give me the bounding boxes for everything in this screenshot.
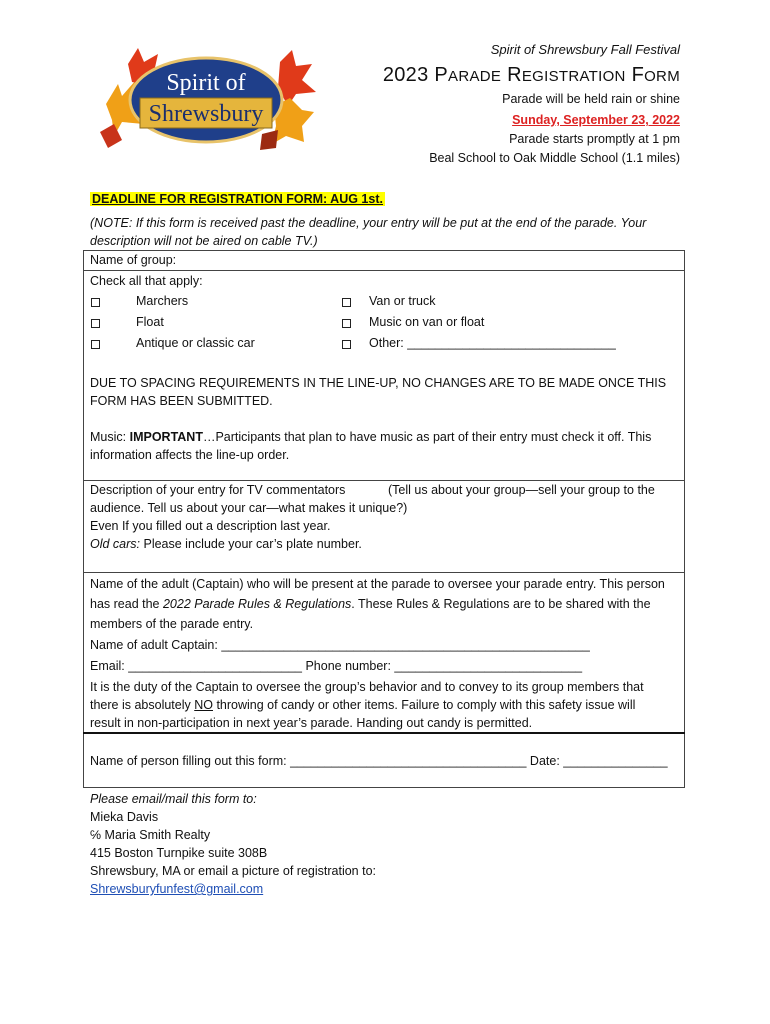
parade-route: Beal School to Oak Middle School (1.1 miles) — [429, 151, 680, 165]
opt-van: Van or truck — [369, 294, 436, 308]
opt-marchers: Marchers — [136, 294, 189, 308]
other-checkbox[interactable] — [342, 340, 351, 349]
desc-line2: audience. Tell us about your car—what makes it unique?) — [90, 501, 408, 515]
logo-line2: Shrewsbury — [148, 101, 264, 127]
start-time: Parade starts promptly at 1 pm — [509, 132, 680, 146]
opt-float: Float — [136, 315, 164, 329]
mail-care-of: ℅ Maria Smith Realty — [90, 828, 211, 842]
form-title: 2023 PARADE REGISTRATION FORM — [382, 64, 680, 86]
music-checkbox[interactable] — [342, 319, 351, 328]
spacing-notice: DUE TO SPACING REQUIREMENTS IN THE LINE-UP, NO CHANGES ARE TO BE MADE ONCE THIS FORM HAS BEEN SUBMITTED. — [90, 376, 667, 408]
email-phone-field[interactable]: Email: _________________________ Phone number: ___________________________ — [90, 659, 583, 673]
festival-name: Spirit of Shrewsbury Fall Festival — [490, 42, 680, 57]
desc-line3: Even If you filled out a description last year. — [90, 519, 331, 533]
divider — [83, 732, 685, 734]
captain-p1: Name of the adult (Captain) who will be present at the parade to oversee your parade entry. This person — [90, 577, 665, 591]
deadline: DEADLINE FOR REGISTRATION FORM: AUG 1st. — [92, 192, 383, 206]
check-label: Check all that apply: — [90, 274, 203, 288]
opt-music: Music on van or float — [369, 315, 485, 329]
mailing-info — [90, 790, 376, 898]
mail-city: Shrewsbury, MA or email a picture of registration to: — [90, 864, 376, 878]
group-name-field[interactable]: Name of group: — [90, 253, 177, 267]
captain-name-field[interactable]: Name of adult Captain: _____________________________________________________ — [90, 638, 590, 652]
mail-recipient: Mieka Davis — [90, 810, 159, 824]
desc-line1: Description of your entry for TV commentators — [90, 483, 346, 497]
marchers-checkbox[interactable] — [91, 298, 100, 307]
parade-date: Sunday, September 23, 2022 — [512, 113, 680, 127]
antique-car-checkbox[interactable] — [91, 340, 100, 349]
opt-other[interactable]: Other: ______________________________ — [369, 336, 616, 350]
desc-line1b: (Tell us about your group—sell your group to the — [388, 483, 655, 497]
email-link[interactable]: Shrewsburyfunfest@gmail.com — [90, 882, 264, 896]
rain-note: Parade will be held rain or shine — [502, 92, 680, 106]
filler-name-date-field[interactable]: Name of person filling out this form: __________________________________ Date: _______________ — [90, 754, 668, 768]
desc-line4: Old cars: Please include your car’s plate number. — [90, 537, 362, 551]
opt-antique: Antique or classic car — [136, 336, 255, 350]
float-checkbox[interactable] — [91, 319, 100, 328]
captain-p3: members of the parade entry. — [90, 617, 254, 631]
duty-line3: result in non-participation in next year’s parade. Handing out candy is permitted. — [90, 716, 533, 730]
mail-street: 415 Boston Turnpike suite 308B — [90, 846, 268, 860]
logo-line1: Spirit of — [166, 70, 246, 96]
music-notice: Music: IMPORTANT…Participants that plan to have music as part of their entry must check it off. This information affects the line-up order. — [90, 430, 652, 462]
captain-p2: has read the 2022 Parade Rules & Regulations. These Rules & Regulations are to be shared with the — [90, 597, 651, 611]
duty-line1: It is the duty of the Captain to oversee the group’s behavior and to convey to its group members that — [90, 680, 644, 694]
van-checkbox[interactable] — [342, 298, 351, 307]
deadline-note: (NOTE: If this form is received past the deadline, your entry will be put at the end of the parade. Your description will not be aired on cable TV.) — [90, 216, 647, 248]
duty-line2: there is absolutely NO throwing of candy or other items. Failure to comply with this safety issue will — [90, 698, 636, 712]
mail-heading: Please email/mail this form to: — [90, 792, 257, 806]
spirit-of-shrewsbury-logo — [92, 44, 320, 156]
